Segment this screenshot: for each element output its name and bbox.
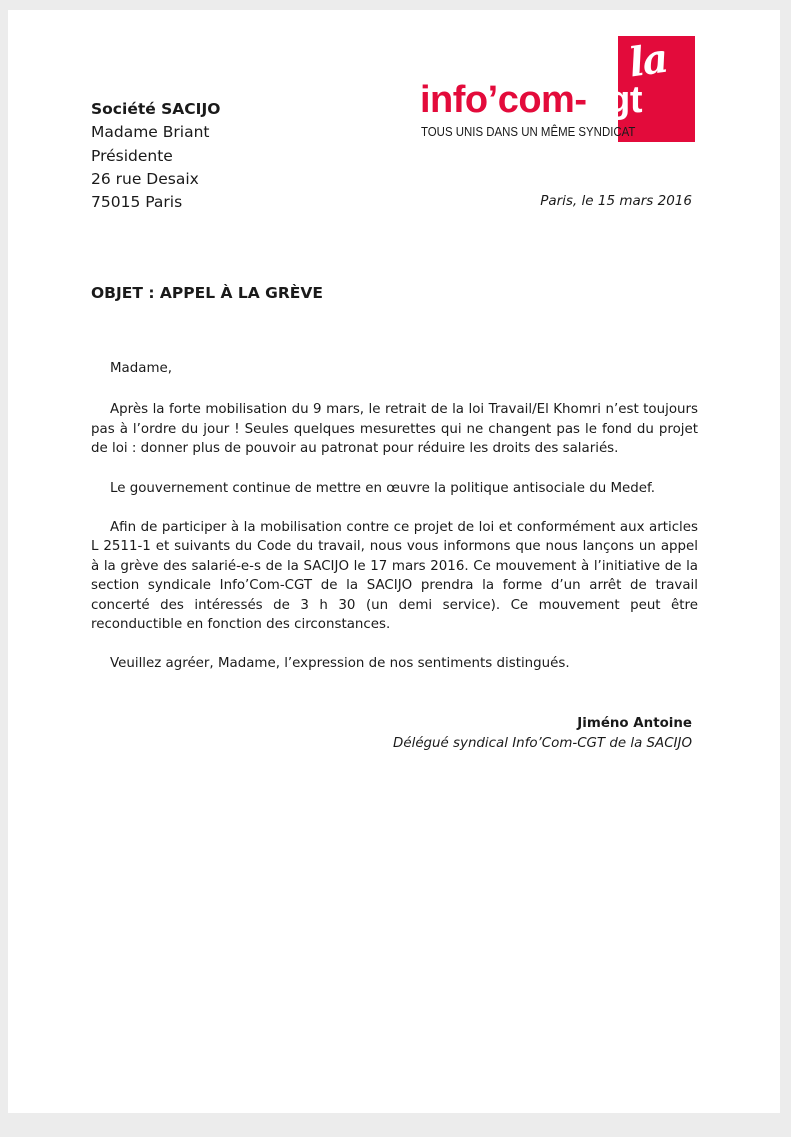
signature-block: [393, 714, 692, 754]
closing-paragraph: Veuillez agréer, Madame, l’expression de nos sentiments distingués.: [110, 656, 570, 672]
letter-page: [8, 10, 780, 1113]
paragraph-1: Après la forte mobilisation du 9 mars, le retrait de la loi Travail/El Khomri n’est toujours pas à l’ordre du jour ! Seules quelques mesurettes qui ne changent pas le fond du projet de loi : donner plus de pouvoir au patronat pour réduire les droits des salariés.: [91, 402, 698, 457]
infocom-cgt-logo: [408, 36, 698, 146]
signatory-name: Jiméno Antoine: [577, 716, 692, 731]
logo-tagline: TOUS UNIS DANS UN MÊME SYNDICAT: [421, 124, 636, 139]
letter-body: [91, 359, 698, 694]
paragraph-2: Le gouvernement continue de mettre en œuvre la politique antisociale du Medef.: [110, 480, 655, 496]
logo-brand-main: info’com-: [420, 79, 587, 121]
recipient-street: 26 rue Desaix: [91, 169, 199, 188]
letter-subject: OBJET : APPEL À LA GRÈVE: [91, 284, 323, 302]
logo-brand: [420, 80, 642, 120]
recipient-title: Présidente: [91, 146, 173, 165]
logo-la-text: la: [626, 34, 670, 87]
letter-date: Paris, le 15 mars 2016: [540, 193, 692, 209]
recipient-city: 75015 Paris: [91, 193, 183, 212]
recipient-address: [91, 98, 220, 214]
recipient-name: Madame Briant: [91, 123, 210, 142]
salutation: Madame,: [110, 361, 173, 376]
signatory-role: Délégué syndical Info’Com-CGT de la SACIJO: [393, 736, 692, 751]
recipient-company: Société SACIJO: [91, 100, 221, 118]
paragraph-3: Afin de participer à la mobilisation contre ce projet de loi et conformément aux articles L 2511-1 et suivants du Code du travail, nous vous informons que nous lançons un appel à la grève des salarié-e-s de la SACIJO le 17 mars 2016. Ce mouvement à l’initiative de la section syndicale Info’Com-CGT de la SACIJO prendra la forme d’un arrêt de travail concerté des intéressés de 3 h 30 (un demi service). Ce mouvement peut être reconductible en fonction des circonstances.: [91, 520, 698, 633]
logo-brand-cgt: cgt: [586, 79, 642, 121]
